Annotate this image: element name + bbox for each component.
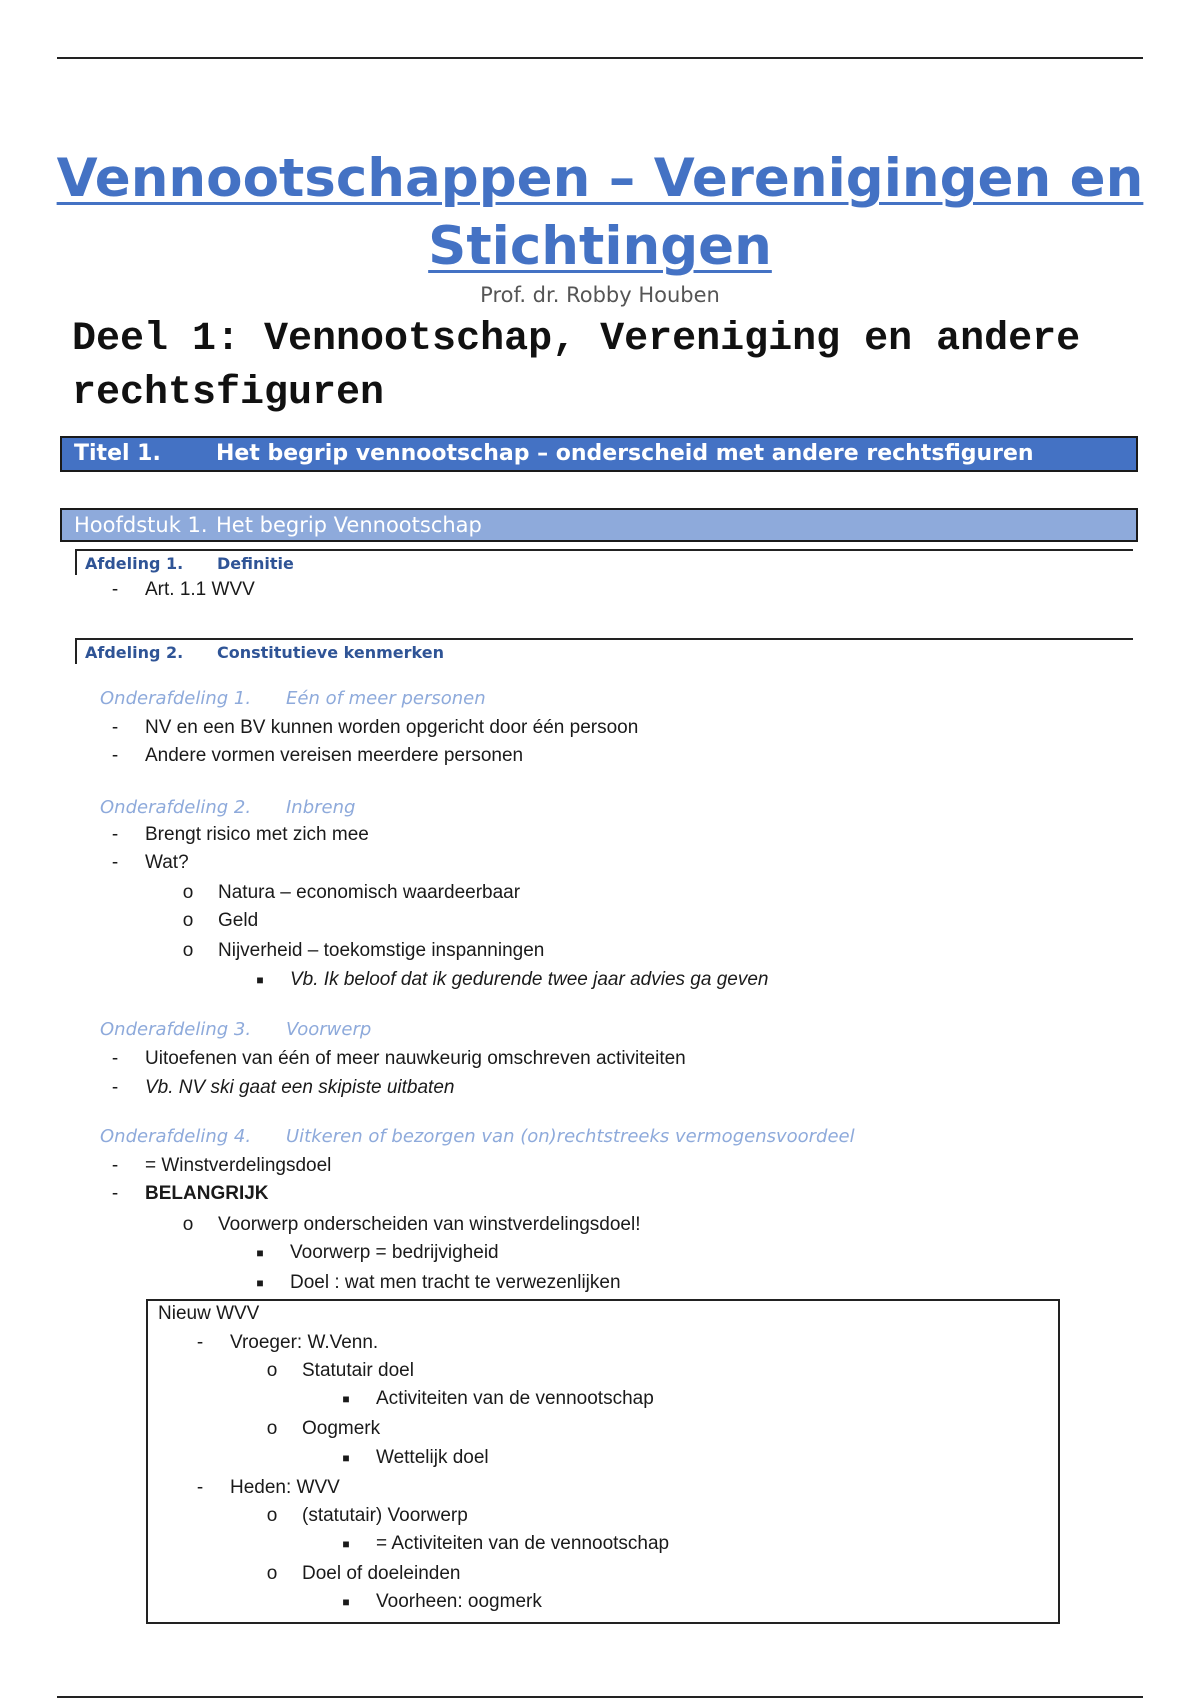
circle-marker: o <box>266 1418 278 1439</box>
section-heading-1 <box>75 549 1133 575</box>
titel-heading <box>60 436 1138 472</box>
circle-marker: o <box>182 910 194 931</box>
subsection-number: Onderafdeling 2. <box>100 797 252 818</box>
circle-marker: o <box>182 1214 194 1235</box>
section-number: Afdeling 1. <box>85 554 184 573</box>
titel-text: Het begrip vennootschap – onderscheid met andere rechtsfiguren <box>216 441 1034 466</box>
header-rule <box>57 57 1143 59</box>
subsection-number: Onderafdeling 4. <box>100 1126 252 1147</box>
section-text: Definitie <box>217 554 294 573</box>
dash-marker: - <box>111 717 119 738</box>
section-text: Constitutieve kenmerken <box>217 643 444 662</box>
dash-marker: - <box>111 579 119 600</box>
dash-marker: - <box>111 745 119 766</box>
chapter-text: Het begrip Vennootschap <box>216 513 482 537</box>
square-marker: ■ <box>256 973 264 987</box>
subsection-heading-3 <box>100 1019 372 1040</box>
subsection-heading-2 <box>100 797 356 818</box>
subsection-text: Inbreng <box>286 797 356 818</box>
subsection-text: Voorwerp <box>286 1019 372 1040</box>
titel-number: Titel 1. <box>74 441 161 466</box>
dash-marker: - <box>111 852 119 873</box>
dash-marker: - <box>111 1048 119 1069</box>
dash-marker: - <box>196 1332 204 1353</box>
square-marker: ■ <box>342 1595 350 1609</box>
document-title-line2: Stichtingen <box>428 216 772 277</box>
subsection-heading-1 <box>100 688 486 709</box>
footer-rule <box>57 1696 1143 1698</box>
square-marker: ■ <box>256 1276 264 1290</box>
circle-marker: o <box>182 882 194 903</box>
subsection-text: Uitkeren of bezorgen van (on)rechtstreeks vermogensvoordeel <box>286 1126 855 1147</box>
part-heading: Deel 1: Vennootschap, Vereniging en andere rechtsfiguren <box>72 317 1081 416</box>
square-marker: ■ <box>342 1451 350 1465</box>
chapter-heading <box>60 508 1138 542</box>
dash-marker: - <box>111 1183 119 1204</box>
subsection-number: Onderafdeling 3. <box>100 1019 252 1040</box>
circle-marker: o <box>182 940 194 961</box>
dash-marker: - <box>196 1477 204 1498</box>
section-heading-2 <box>75 638 1133 664</box>
circle-marker: o <box>266 1505 278 1526</box>
section-number: Afdeling 2. <box>85 643 184 662</box>
circle-marker: o <box>266 1360 278 1381</box>
dash-marker: - <box>111 1077 119 1098</box>
subsection-number: Onderafdeling 1. <box>100 688 252 709</box>
circle-marker: o <box>266 1563 278 1584</box>
subsection-text: Eén of meer personen <box>286 688 486 709</box>
square-marker: ■ <box>342 1537 350 1551</box>
author: Prof. dr. Robby Houben <box>480 283 720 307</box>
subsection-heading-4 <box>100 1126 855 1147</box>
square-marker: ■ <box>342 1392 350 1406</box>
chapter-number: Hoofdstuk 1. <box>74 513 208 537</box>
document-title-line1: Vennootschappen – Verenigingen en <box>56 148 1144 209</box>
square-marker: ■ <box>256 1246 264 1260</box>
dash-marker: - <box>111 1155 119 1176</box>
dash-marker: - <box>111 824 119 845</box>
note-box-title: Nieuw WVV <box>158 1303 260 1324</box>
